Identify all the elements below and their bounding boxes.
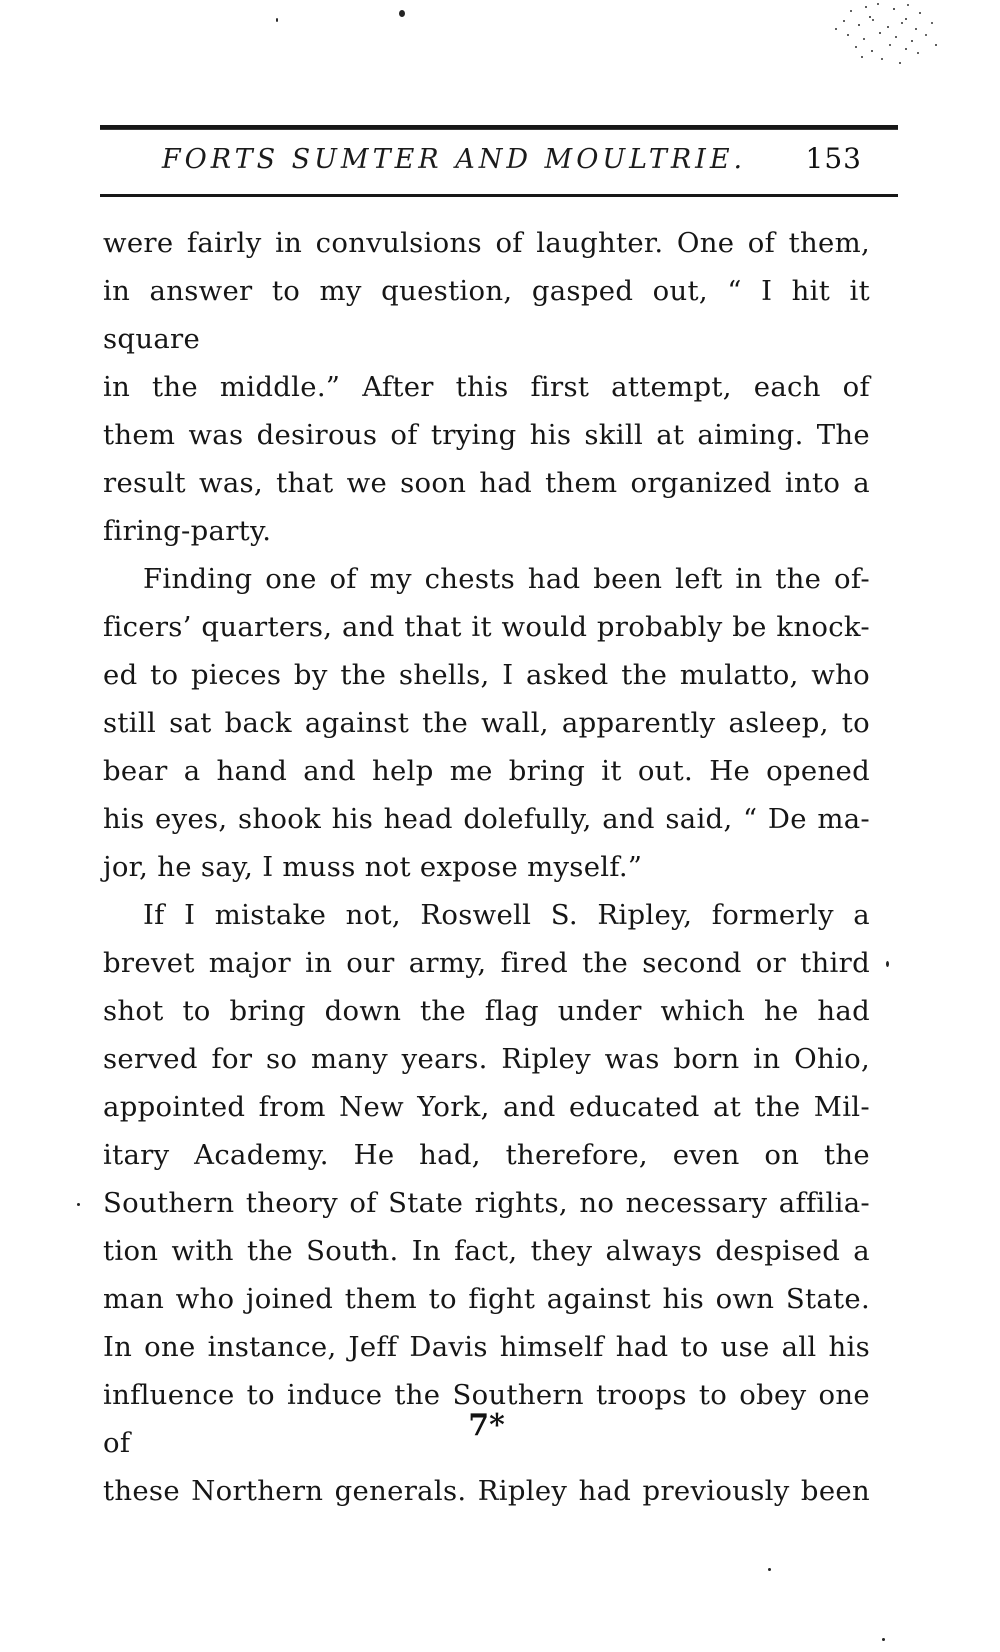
page-number: 153 xyxy=(805,142,862,175)
text-line: ficers’ quarters, and that it would probably be knock- xyxy=(103,611,870,643)
header-row xyxy=(100,130,898,194)
text-line: In one instance, Jeff Davis himself had to use all his xyxy=(103,1331,870,1363)
signature-mark: 7* xyxy=(468,1408,505,1443)
header-rule-bottom xyxy=(100,194,898,197)
scan-speck xyxy=(882,1638,885,1641)
text-line: tion with the South. In fact, they always despised a xyxy=(103,1235,870,1267)
scan-speck xyxy=(768,1568,771,1571)
running-header-title: FORTS SUMTER AND MOULTRIE. xyxy=(161,144,747,175)
text-line: these Northern generals. Ripley had previously been xyxy=(103,1475,870,1507)
text-line: bear a hand and help me bring it out. He opened xyxy=(103,755,870,787)
text-line: influence to induce the Southern troops to obey one of xyxy=(103,1379,870,1459)
text-line: in the middle.” After this first attempt, each of xyxy=(103,371,870,403)
text-line: his eyes, shook his head dolefully, and said, “ De ma- xyxy=(103,803,870,835)
text-line: brevet major in our army, fired the second or third xyxy=(103,947,870,979)
scan-speck xyxy=(77,1203,80,1206)
text-line: If I mistake not, Roswell S. Ripley, formerly a xyxy=(143,899,870,931)
text-line: served for so many years. Ripley was born in Ohio, xyxy=(103,1043,870,1075)
text-line: Finding one of my chests had been left in the of- xyxy=(143,563,870,595)
running-header xyxy=(100,125,898,197)
text-line: were fairly in convulsions of laughter. One of them, xyxy=(103,227,870,259)
text-line: result was, that we soon had them organized into a xyxy=(103,467,870,499)
text-line: shot to bring down the flag under which he had xyxy=(103,995,870,1027)
text-line: itary Academy. He had, therefore, even on the xyxy=(103,1139,870,1171)
scan-speck xyxy=(886,961,889,967)
text-line: ed to pieces by the shells, I asked the mulatto, who xyxy=(103,659,870,691)
scan-speck xyxy=(399,10,405,17)
scan-speck xyxy=(276,18,278,22)
text-line: jor, he say, I muss not expose myself.” xyxy=(103,851,643,883)
text-line: still sat back against the wall, apparently asleep, to xyxy=(103,707,870,739)
text-line: them was desirous of trying his skill at aiming. The xyxy=(103,419,870,451)
text-line: Southern theory of State rights, no necessary affilia- xyxy=(103,1187,870,1219)
text-line: in answer to my question, gasped out, “ I hit it square xyxy=(103,275,870,355)
scan-noise-speckles xyxy=(905,18,907,20)
text-line: firing-party. xyxy=(103,515,272,547)
text-line: man who joined them to fight against his own State. xyxy=(103,1283,870,1315)
text-line: appointed from New York, and educated at the Mil- xyxy=(103,1091,870,1123)
body-text xyxy=(103,219,870,1515)
